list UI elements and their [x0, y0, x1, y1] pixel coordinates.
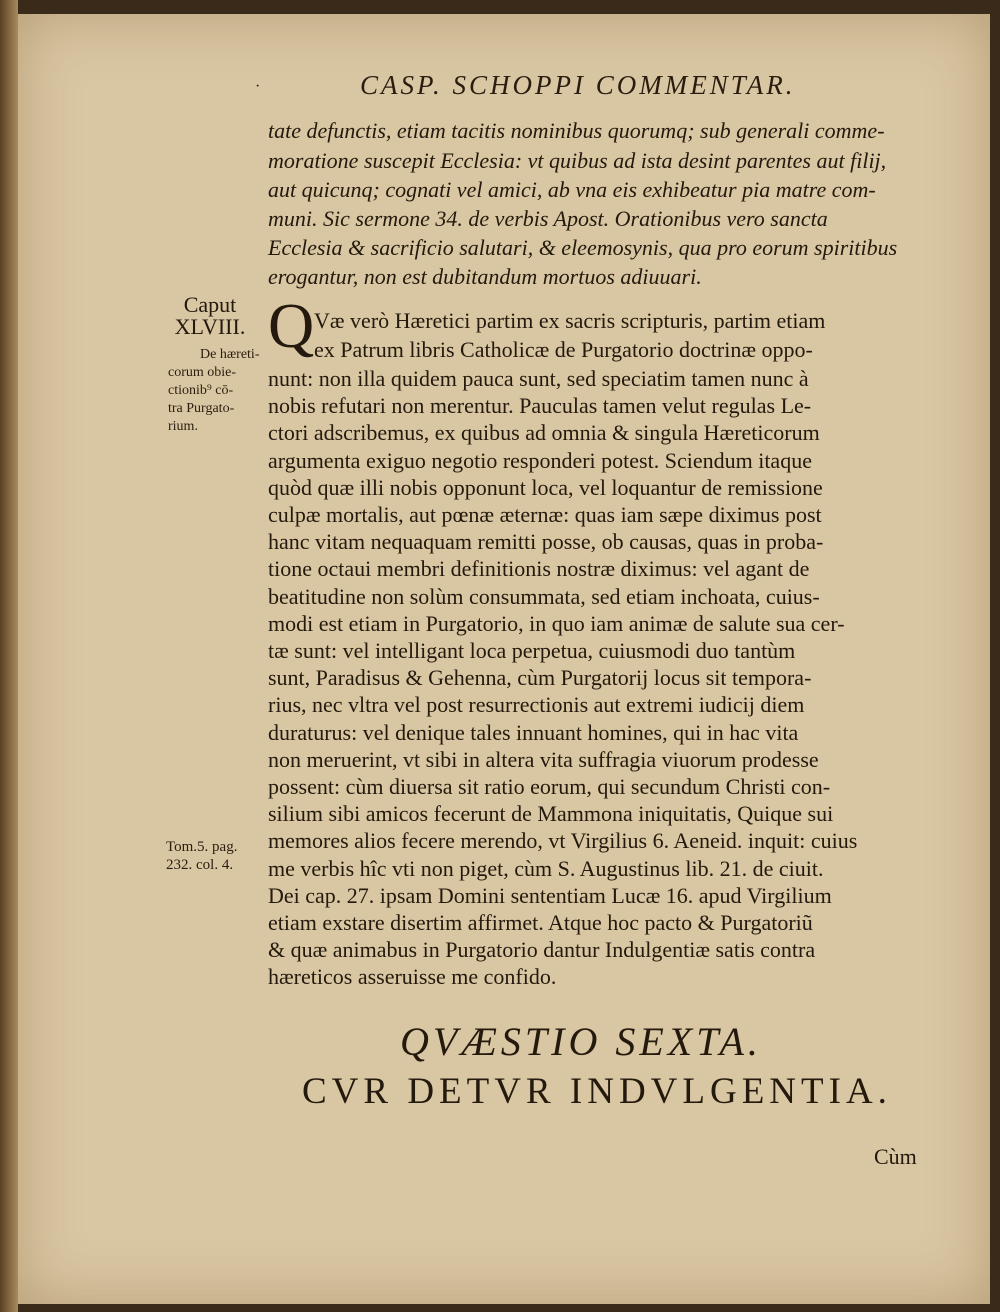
body-line: me verbis hîc vti non piget, cùm S. Augustinus lib. 21. de ciuit. [268, 855, 824, 881]
body-line: hæreticos asseruisse me confido. [268, 964, 557, 990]
body-line: sunt, Paradisus & Gehenna, cùm Purgatorij locus sit tempora- [268, 665, 812, 691]
margin-ref-line: 232. col. 4. [166, 857, 234, 873]
question-title: QVÆSTIO SEXTA. [400, 1019, 762, 1064]
question-subtitle: CVR DETVR INDVLGENTIA. [302, 1071, 892, 1112]
book-spine-edge [0, 0, 18, 1312]
margin-reference [166, 838, 237, 874]
drop-capital: Q [268, 290, 315, 361]
body-line: argumenta exiguo negotio responderi potest. Sciendum itaque [268, 447, 812, 473]
chapter-heading [170, 294, 250, 338]
top-line: erogantur, non est dubitandum mortuos adiuuari. [268, 264, 702, 289]
body-line: & quæ animabus in Purgatorio dantur Indulgentiæ satis contra [268, 937, 816, 963]
margin-note-line: De hæreti- [200, 347, 260, 362]
body-line: modi est etiam in Purgatorio, in quo iam animæ de salute sua cer- [268, 610, 845, 636]
body-line: rius, nec vltra vel post resurrectionis aut extremi iudicij diem [268, 692, 805, 718]
body-line: ctori adscribemus, ex quibus ad omnia & singula Hæreticorum [268, 420, 820, 446]
body-line: memores alios fecere merendo, vt Virgilius 6. Aeneid. inquit: cuius [268, 828, 858, 854]
top-line: aut quicunq; cognati vel amici, ab vna eis exhibeatur pia matre com- [268, 177, 876, 202]
body-line: duraturus: vel denique tales innuant homines, qui in hac vita [268, 719, 799, 745]
margin-note-line: tra Purgato- [168, 401, 235, 416]
body-line: tæ sunt: vel intelligant loca perpetua, cuiusmodi duo tantùm [268, 638, 796, 663]
caput-number: XLVIII. [174, 314, 246, 339]
body-line: Dei cap. 27. ipsam Domini sententiam Lucæ 16. apud Virgilium [268, 882, 832, 908]
body-line: tione octaui membri definitionis nostræ diximus: vel agant de [268, 556, 810, 582]
top-line: Ecclesia & sacrificio salutari, & eleemosynis, qua pro eorum spiritibus [268, 235, 898, 260]
body-line: hanc vitam nequaquam remitti posse, ob causas, quas in proba- [268, 529, 824, 555]
margin-note-line: rium. [168, 419, 198, 434]
top-line: moratione suscepit Ecclesia: vt quibus ad ista desint parentes aut filij, [268, 148, 887, 173]
catchword: Cùm [874, 1144, 917, 1169]
body-line: non meruerint, vt sibi in altera vita suffragia viuorum prodesse [268, 746, 819, 772]
margin-summary [168, 346, 259, 436]
body-line: nunt: non illa quidem pauca sunt, sed speciatim tamen nunc à [268, 366, 809, 391]
body-line: silium sibi amicos fecerunt de Mammona iniquitatis, Quique sui [268, 801, 834, 827]
body-line: etiam exstare disertim affirmet. Atque hoc pacto & Purgatoriũ [268, 910, 813, 935]
margin-ref-line: Tom.5. pag. [166, 839, 238, 855]
running-title: CASP. SCHOPPI COMMENTAR. [360, 70, 796, 100]
body-line: Væ verò Hæretici partim ex sacris scripturis, partim etiam [314, 308, 826, 333]
body-line: nobis refutari non merentur. Pauculas tamen velut regulas Le- [268, 393, 812, 419]
top-line: muni. Sic sermone 34. de verbis Apost. Orationibus vero sancta [268, 206, 828, 231]
margin-note-line: corum obie- [168, 365, 237, 380]
body-line: ex Patrum libris Catholicæ de Purgatorio doctrinæ oppo- [314, 337, 813, 362]
body-line: culpæ mortalis, aut pœnæ æternæ: quas iam sæpe diximus post [268, 502, 822, 527]
top-line: tate defunctis, etiam tacitis nominibus quorumq; sub generali comme- [268, 118, 885, 143]
body-line: beatitudine non solùm consummata, sed etiam inchoata, cuius- [268, 583, 820, 609]
header-dot: · [255, 78, 261, 95]
body-line: quòd quæ illi nobis opponunt loca, vel loquantur de remissione [268, 474, 823, 500]
margin-note-line: ctionib⁹ cō- [168, 383, 234, 398]
body-line: possent: cùm diuersa sit ratio eorum, qui secundum Christi con- [268, 774, 831, 799]
caput-label: Caput [183, 292, 237, 317]
